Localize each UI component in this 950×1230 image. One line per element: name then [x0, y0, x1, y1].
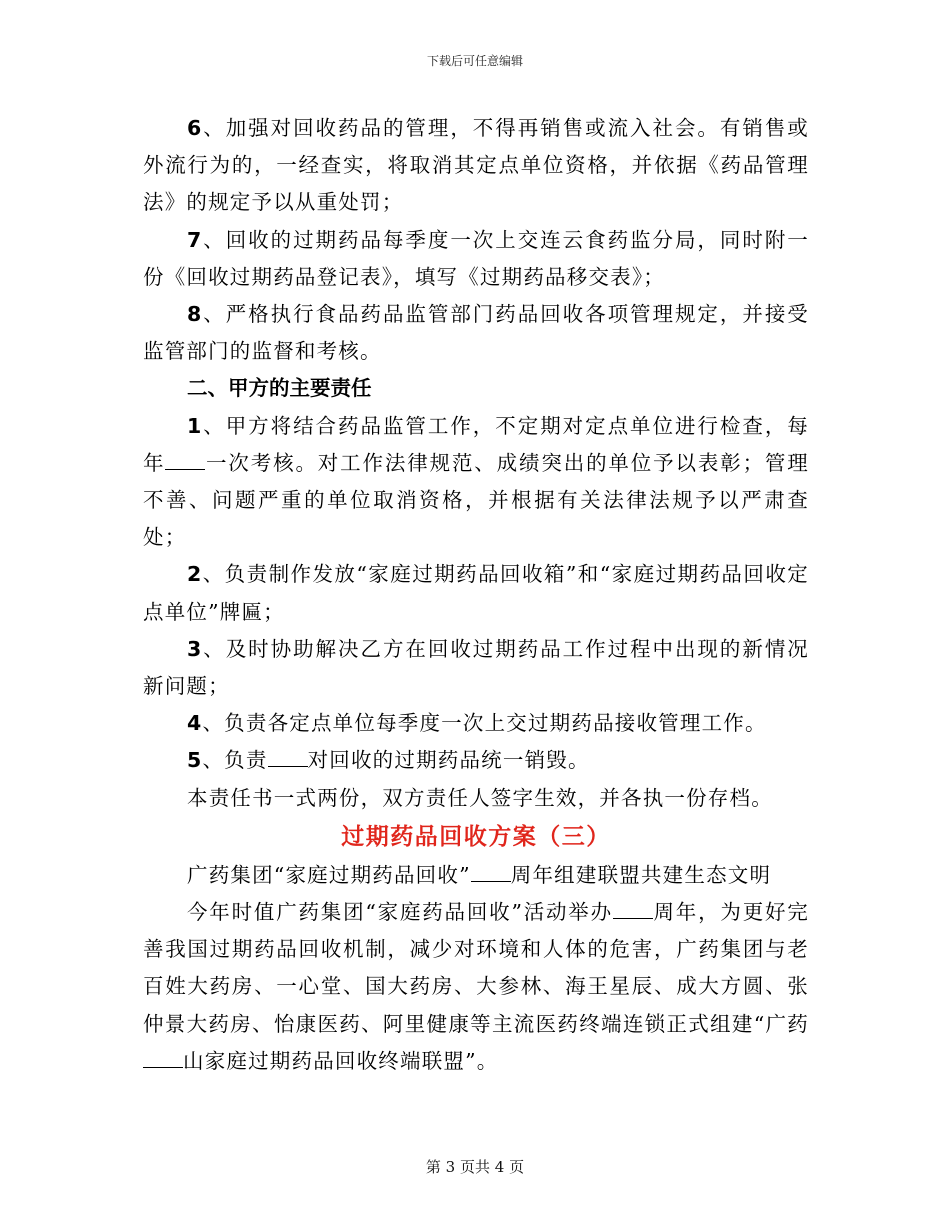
closing-paragraph: 本责任书一式两份，双方责任人签字生效，并各执一份存档。	[187, 785, 773, 810]
item-number: 6	[187, 116, 203, 140]
paragraph-text: 今年时值广药集团“家庭药品回收”活动举办	[187, 900, 613, 925]
party-a-item-1	[143, 408, 809, 557]
item-number: 2	[187, 562, 203, 587]
blank-line	[165, 451, 205, 470]
paragraph-text: 、负责	[202, 748, 268, 773]
paragraph-8	[143, 296, 809, 370]
paragraph-text: 、严格执行食品药品监管部门药品回收各项管理规定，并接受监管部门的监督和考核。	[143, 302, 809, 364]
paragraph-text: 、负责制作发放“家庭过期药品回收箱”和“家庭过期药品回收定点单位”牌匾；	[143, 562, 809, 624]
blank-line	[143, 1049, 183, 1068]
paragraph-text: 对回收的过期药品统一销毁。	[307, 748, 590, 773]
blank-line	[268, 748, 308, 767]
item-number: 3	[187, 636, 203, 661]
page-footer: 第 3 页共 4 页	[425, 1158, 525, 1176]
section-heading: 二、甲方的主要责任	[187, 376, 372, 401]
item-number: 7	[187, 227, 203, 252]
document-body	[143, 110, 809, 1080]
paragraph-text: 、加强对回收药品的管理，不得再销售或流入社会。有销售或外流行为的，一经查实，将取消其定点单位资格，并依据《药品管理法》的规定予以从重处罚；	[143, 116, 809, 215]
item-number: 1	[187, 413, 203, 438]
paragraph-7	[143, 222, 809, 296]
paragraph-text: 周年，为更好完善我国过期药品回收机制，减少对环境和人体的危害，广药集团与老百姓大药房、一心堂、国大药房、大参林、海王星辰、成大方圆、张仲景大药房、怡康医药、阿里健康等主流医药终端连锁正式组建“广药	[143, 900, 809, 1036]
paragraph-text: 、回收的过期药品每季度一次上交连云食药监分局，同时附一份《回收过期药品登记表》，填写《过期药品移交表》；	[143, 227, 809, 289]
party-a-item-5	[143, 742, 809, 779]
page-header: 下载后可任意编辑	[426, 54, 523, 68]
item-number: 8	[187, 302, 203, 327]
item-number: 4	[187, 711, 203, 736]
paragraph-text: 广药集团“家庭过期药品回收”	[187, 862, 471, 887]
party-a-item-4	[143, 705, 809, 742]
item-number: 5	[187, 748, 203, 773]
paragraph-text: 山家庭过期药品回收终端联盟”。	[183, 1048, 499, 1073]
paragraph-6	[143, 110, 809, 222]
blank-line	[471, 863, 511, 882]
paragraph-text: 一次考核。对工作法律规范、成绩突出的单位予以表彰；管理不善、问题严重的单位取消资格，并根据有关法律法规予以严肃查处；	[143, 450, 809, 550]
section-title: 过期药品回收方案（三）	[341, 823, 611, 850]
paragraph-text: 、及时协助解决乙方在回收过期药品工作过程中出现的新情况新问题；	[143, 636, 809, 699]
paragraph-text: 、甲方将结合药品监管工作，不定期对定点单位进行检查，每年	[143, 413, 809, 475]
section3-intro	[143, 857, 809, 894]
party-a-item-2	[143, 556, 809, 630]
blank-line	[613, 900, 653, 919]
section3-body	[143, 894, 809, 1080]
paragraph-text: 、负责各定点单位每季度一次上交过期药品接收管理工作。	[202, 711, 767, 736]
paragraph-text: 周年组建联盟共建生态文明	[510, 862, 772, 887]
party-a-item-3	[143, 631, 809, 705]
